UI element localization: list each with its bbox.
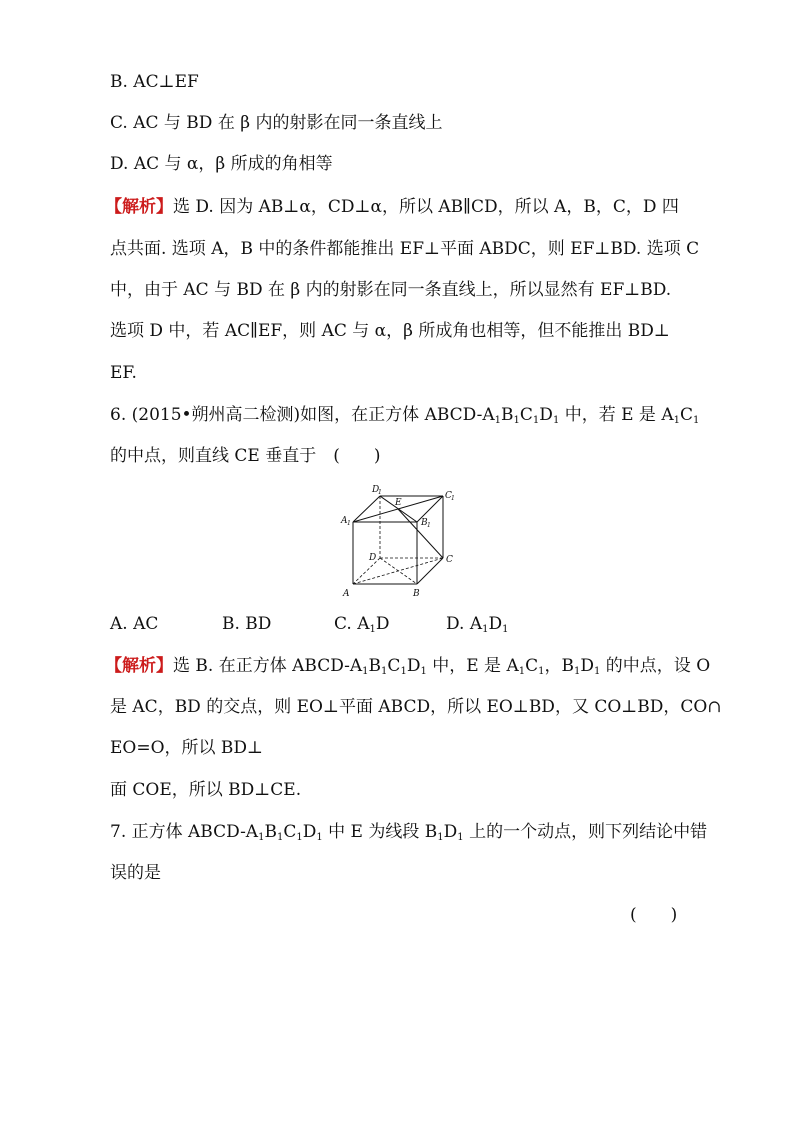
sol6-line-3: EO=O，所以 BD⊥ bbox=[110, 738, 264, 758]
cube-figure bbox=[335, 478, 465, 598]
sol5-line-2: 点共面. 选项 A，B 中的条件都能推出 EF⊥平面 ABDC，则 EF⊥BD. 选项 C bbox=[110, 239, 700, 259]
sol5-line-3: 中，由于 AC 与 BD 在 β 内的射影在同一条直线上，所以显然有 EF⊥BD. bbox=[110, 280, 672, 300]
sol6-line-1: 【解析】选 B. 在正方体 ABCD-$A_1B_1C_1D_1$ 中，E 是 $A_1C_1$，$B_1D_1$ 的中点，设 O bbox=[105, 656, 711, 677]
svg-text:C: C bbox=[445, 491, 452, 501]
svg-text:1: 1 bbox=[378, 489, 382, 496]
label-b1 bbox=[420, 518, 431, 529]
q6-line-2: 的中点，则直线 CE 垂直于 ( ) bbox=[110, 446, 381, 466]
svg-text:1: 1 bbox=[427, 522, 431, 529]
label-c: C bbox=[446, 555, 453, 565]
label-a1 bbox=[340, 516, 351, 527]
q6-option-b: B. BD bbox=[222, 614, 272, 634]
label-a: A bbox=[343, 589, 350, 598]
svg-text:B: B bbox=[421, 518, 428, 528]
q5-option-c: C. AC 与 BD 在 β 内的射影在同一条直线上 bbox=[110, 113, 443, 133]
analysis-label: 【解析】 bbox=[105, 656, 173, 676]
q5-option-d: D. AC 与 α，β 所成的角相等 bbox=[110, 154, 333, 174]
svg-text:1: 1 bbox=[451, 495, 455, 502]
label-e: E bbox=[395, 498, 402, 508]
svg-text:D: D bbox=[372, 485, 380, 495]
analysis-label: 【解析】 bbox=[105, 197, 173, 217]
q7-line-1: 7. 正方体 ABCD-$A_1B_1C_1D_1$ 中 E 为线段 $B_1D_1$ 上的一个动点，则下列结论中错 bbox=[110, 822, 708, 843]
label-b: B bbox=[413, 589, 420, 598]
svg-text:1: 1 bbox=[347, 520, 351, 527]
label-c1 bbox=[445, 491, 455, 502]
sol6-line-2: 是 AC，BD 的交点，则 EO⊥平面 ABCD，所以 EO⊥BD，又 CO⊥BD，CO∩ bbox=[110, 697, 722, 717]
q5-option-b: B. AC⊥EF bbox=[110, 72, 199, 92]
q6-option-c: C. $A_1D$ bbox=[334, 614, 390, 635]
label-d: D bbox=[369, 553, 377, 563]
answer-bracket: ( ) bbox=[630, 905, 678, 925]
q7-line-2: 误的是 bbox=[110, 863, 161, 883]
q6-option-a: A. AC bbox=[110, 614, 159, 634]
sol5-line-1: 【解析】选 D. 因为 AB⊥α，CD⊥α，所以 AB∥CD，所以 A，B，C，D 四 bbox=[105, 197, 679, 217]
sol5-line-4: 选项 D 中，若 AC∥EF，则 AC 与 α，β 所成角也相等，但不能推出 BD⊥ bbox=[110, 321, 670, 341]
label-d1 bbox=[371, 485, 382, 496]
sol6-line-4: 面 COE，所以 BD⊥CE. bbox=[110, 780, 302, 800]
svg-text:A: A bbox=[341, 516, 348, 526]
q6-option-d: D. $A_1D_1$ bbox=[446, 614, 509, 635]
sol5-line-5: EF. bbox=[110, 363, 137, 383]
q6-line-1: 6. (2015•朔州高二检测)如图，在正方体 ABCD-$A_1B_1C_1D_1$ 中，若 E 是 $A_1C_1$ bbox=[110, 405, 700, 426]
